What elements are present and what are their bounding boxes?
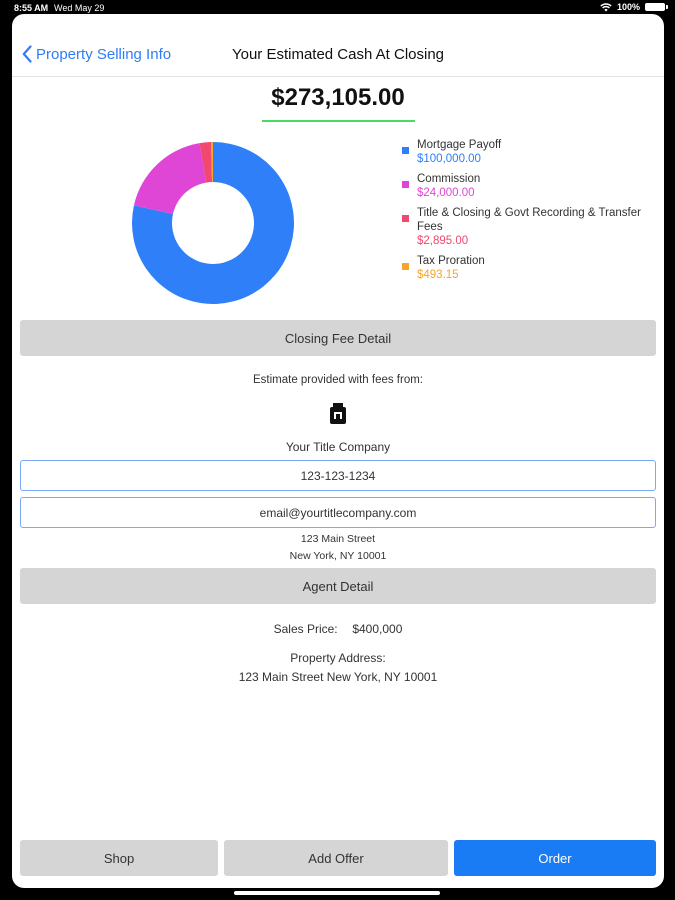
legend-swatch — [402, 215, 409, 222]
legend-swatch — [402, 181, 409, 188]
legend-text — [417, 172, 480, 200]
navigation-bar — [12, 14, 664, 77]
company-email-field[interactable]: email@yourtitlecompany.com — [20, 497, 656, 528]
legend-label: Title & Closing & Govt Recording & Transfer Fees — [417, 207, 641, 233]
wifi-icon — [600, 3, 612, 12]
company-phone-field[interactable]: 123-123-1234 — [20, 460, 656, 491]
agent-detail-button[interactable]: Agent Detail — [20, 568, 656, 604]
legend-swatch — [402, 147, 409, 154]
donut-chart — [130, 140, 296, 306]
closing-fee-detail-button[interactable]: Closing Fee Detail — [20, 320, 656, 356]
legend-text — [417, 138, 501, 166]
property-address-label: Property Address: — [290, 651, 386, 665]
company-address-line2: New York, NY 10001 — [289, 550, 387, 562]
status-time: 8:55 AM — [14, 3, 49, 13]
legend-label: Commission — [417, 173, 481, 185]
legend-swatch — [402, 263, 409, 270]
battery-percent: 100% — [616, 2, 640, 12]
order-button[interactable]: Order — [454, 840, 656, 876]
sales-price-value: $400,000 — [352, 622, 403, 636]
add-offer-button[interactable]: Add Offer — [224, 840, 448, 876]
legend-item — [402, 254, 642, 282]
status-bar — [0, 0, 675, 14]
sales-price-label: Sales Price: — [273, 622, 338, 636]
back-button-label: Property Selling Info — [36, 45, 172, 63]
legend-text — [417, 254, 485, 282]
donut-slice-2 — [134, 143, 206, 214]
legend-value: $100,000.00 — [417, 153, 481, 165]
chart-legend — [402, 138, 642, 288]
legend-item — [402, 172, 642, 200]
legend-value: $493.15 — [417, 269, 459, 281]
home-indicator — [234, 891, 440, 895]
legend-value: $24,000.00 — [417, 187, 475, 199]
battery-icon — [645, 3, 665, 11]
legend-value: $2,895.00 — [417, 235, 469, 247]
property-address-value: 123 Main Street New York, NY 10001 — [238, 670, 438, 684]
legend-item — [402, 138, 642, 166]
shop-button[interactable]: Shop — [20, 840, 218, 876]
building-icon — [328, 402, 348, 431]
legend-label: Mortgage Payoff — [417, 139, 502, 151]
amount-underline — [262, 120, 415, 122]
status-date: Wed May 29 — [54, 3, 105, 13]
estimated-cash-amount: $273,105.00 — [271, 84, 405, 111]
sales-price-row — [12, 622, 664, 636]
legend-item — [402, 206, 642, 248]
app-screen — [12, 14, 664, 888]
company-address-line1: 123 Main Street — [300, 533, 376, 545]
page-title: Your Estimated Cash At Closing — [231, 46, 445, 63]
legend-label: Tax Proration — [417, 255, 485, 267]
company-name: Your Title Company — [285, 440, 391, 454]
status-right — [600, 2, 665, 12]
legend-text — [417, 206, 642, 248]
fees-from-text: Estimate provided with fees from: — [252, 374, 423, 386]
